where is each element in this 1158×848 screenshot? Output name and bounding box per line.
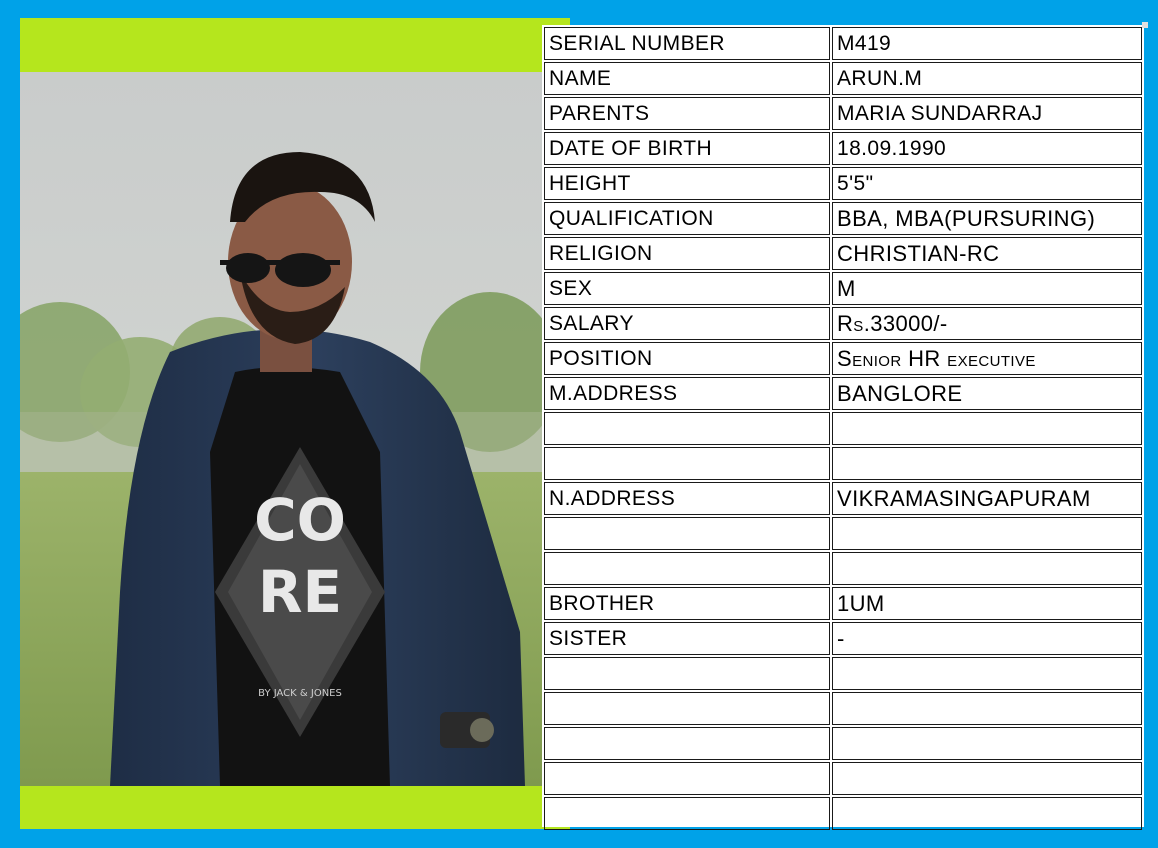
row-value: CHRISTIAN-RC — [832, 237, 1142, 270]
row-value: Senior HR executive — [832, 342, 1142, 375]
row-value — [832, 517, 1142, 550]
table-row — [544, 727, 1142, 760]
row-label — [544, 552, 830, 585]
shirt-text-line1: CO — [254, 486, 346, 554]
row-label — [544, 727, 830, 760]
table-row — [544, 27, 1142, 60]
row-label — [544, 692, 830, 725]
table-row — [544, 412, 1142, 445]
row-value: 1UM — [832, 587, 1142, 620]
corner-mark — [1142, 22, 1148, 28]
table-row — [544, 202, 1142, 235]
row-label: NAME — [544, 62, 830, 95]
row-value: Rs.33000/- — [832, 307, 1142, 340]
profile-photo — [20, 72, 542, 786]
table-row — [544, 307, 1142, 340]
shirt-brand: BY JACK & JONES — [258, 688, 342, 699]
table-row — [544, 97, 1142, 130]
row-value: 18.09.1990 — [832, 132, 1142, 165]
row-value: M419 — [832, 27, 1142, 60]
row-label: QUALIFICATION — [544, 202, 830, 235]
table-row — [544, 587, 1142, 620]
table-row — [544, 272, 1142, 305]
row-value — [832, 657, 1142, 690]
details-table-container — [542, 25, 1144, 827]
row-label: PARENTS — [544, 97, 830, 130]
row-label: SALARY — [544, 307, 830, 340]
row-value: M — [832, 272, 1142, 305]
row-label — [544, 762, 830, 795]
details-table — [542, 25, 1144, 832]
row-value: BBA, MBA(PURSURING) — [832, 202, 1142, 235]
row-label — [544, 657, 830, 690]
table-row — [544, 797, 1142, 830]
row-label: N.ADDRESS — [544, 482, 830, 515]
row-label — [544, 797, 830, 830]
table-row — [544, 62, 1142, 95]
row-label — [544, 412, 830, 445]
table-row — [544, 342, 1142, 375]
row-label: POSITION — [544, 342, 830, 375]
row-value: BANGLORE — [832, 377, 1142, 410]
row-value — [832, 447, 1142, 480]
row-label: SERIAL NUMBER — [544, 27, 830, 60]
row-value — [832, 552, 1142, 585]
table-row — [544, 237, 1142, 270]
table-row — [544, 132, 1142, 165]
table-row — [544, 622, 1142, 655]
table-row — [544, 657, 1142, 690]
row-label: M.ADDRESS — [544, 377, 830, 410]
table-row — [544, 762, 1142, 795]
row-label — [544, 517, 830, 550]
table-row — [544, 167, 1142, 200]
row-label: SISTER — [544, 622, 830, 655]
row-label: RELIGION — [544, 237, 830, 270]
table-row — [544, 692, 1142, 725]
row-value: 5'5" — [832, 167, 1142, 200]
row-label — [544, 447, 830, 480]
row-label: DATE OF BIRTH — [544, 132, 830, 165]
row-value — [832, 797, 1142, 830]
row-value — [832, 727, 1142, 760]
row-value — [832, 412, 1142, 445]
row-value: VIKRAMASINGAPURAM — [832, 482, 1142, 515]
row-value — [832, 692, 1142, 725]
shirt-text-line2: RE — [257, 558, 343, 626]
row-label: SEX — [544, 272, 830, 305]
table-row — [544, 552, 1142, 585]
row-label: HEIGHT — [544, 167, 830, 200]
row-value: ARUN.M — [832, 62, 1142, 95]
table-row — [544, 482, 1142, 515]
row-value: MARIA SUNDARRAJ — [832, 97, 1142, 130]
table-row — [544, 377, 1142, 410]
table-row — [544, 447, 1142, 480]
row-value — [832, 762, 1142, 795]
row-label: BROTHER — [544, 587, 830, 620]
row-value: - — [832, 622, 1142, 655]
table-row — [544, 517, 1142, 550]
